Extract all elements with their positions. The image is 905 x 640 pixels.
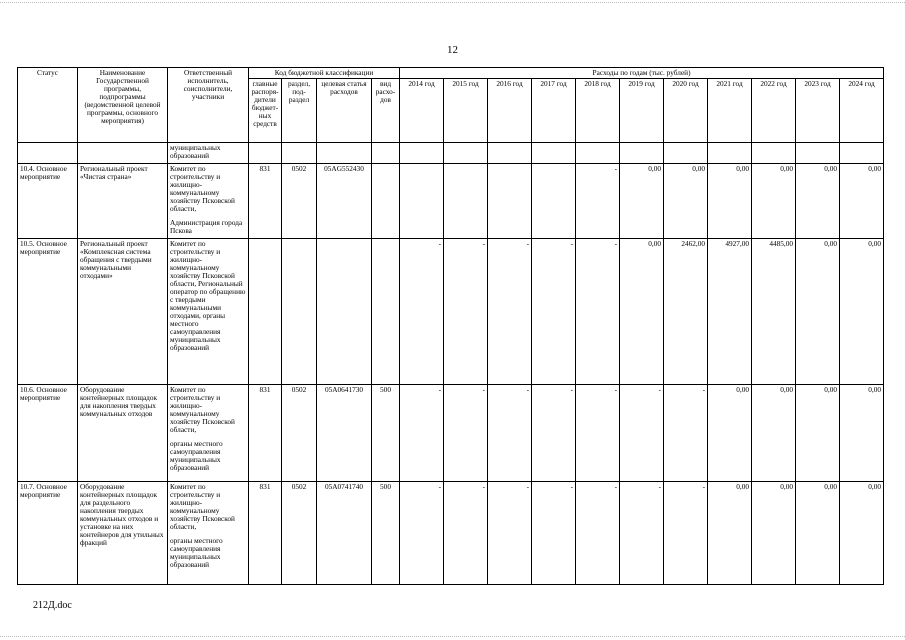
row-value: 0,00 xyxy=(796,239,840,385)
row-executor: Комитет по строительству и жилищно-коммунальному хозяйству Псковской области, органы местного самоуправления муниципальных образований xyxy=(168,385,249,482)
row-name: Региональный проект «Комплексная система обращения с твердыми коммунальными отходами» xyxy=(78,239,168,385)
header-year: 2018 год xyxy=(576,79,620,143)
row-section: 0502 xyxy=(282,164,317,239)
row-grbs xyxy=(249,239,282,385)
row-value: 0,00 xyxy=(752,482,796,585)
row-value: 0,00 xyxy=(796,164,840,239)
row-value: - xyxy=(488,239,532,385)
row-value: 0,00 xyxy=(840,385,884,482)
table-row xyxy=(18,482,884,585)
row-value: 0,00 xyxy=(664,164,708,239)
table-row xyxy=(18,385,884,482)
header-main-manager: главные распоря-дители бюджет-ных средств xyxy=(249,79,282,143)
row-section: 0502 xyxy=(282,482,317,585)
header-year: 2015 год xyxy=(444,79,488,143)
row-expense-type xyxy=(372,239,400,385)
row-value: 0,00 xyxy=(752,164,796,239)
scan-edge-bottom xyxy=(0,636,905,637)
row-value: - xyxy=(620,482,664,585)
row-value: - xyxy=(400,385,444,482)
row-value: 0,00 xyxy=(796,482,840,585)
row-status: 10.5. Основное мероприятие xyxy=(18,239,78,385)
row-value: 0,00 xyxy=(840,482,884,585)
row-status: 10.6. Основное мероприятие xyxy=(18,385,78,482)
row-value xyxy=(488,164,532,239)
header-year: 2021 год xyxy=(708,79,752,143)
header-year: 2023 год xyxy=(796,79,840,143)
row-name: Региональный проект «Чистая страна» xyxy=(78,164,168,239)
row-expense-type: 500 xyxy=(372,385,400,482)
row-value: 0,00 xyxy=(796,385,840,482)
row-value: 0,00 xyxy=(840,239,884,385)
table-row-continuation xyxy=(18,143,884,164)
row-section xyxy=(282,239,317,385)
row-value: - xyxy=(488,482,532,585)
row-value: - xyxy=(576,164,620,239)
row-grbs: 831 xyxy=(249,164,282,239)
header-year: 2022 год xyxy=(752,79,796,143)
row-executor: Комитет по строительству и жилищно-коммунальному хозяйству Псковской области, органы местного самоуправления муниципальных образований xyxy=(168,482,249,585)
row-expense-type xyxy=(372,164,400,239)
row-executor: Комитет по строительству и жилищно-коммунальному хозяйству Псковской области, Администрация города Пскова xyxy=(168,164,249,239)
row-value: 4485,00 xyxy=(752,239,796,385)
row-value: - xyxy=(576,239,620,385)
row-value: 0,00 xyxy=(708,164,752,239)
scan-edge-top xyxy=(0,2,905,3)
row-target xyxy=(317,239,372,385)
header-status: Статус xyxy=(18,68,78,143)
row-value: - xyxy=(532,385,576,482)
row-name: Оборудование контейнерных площадок для накопления твердых коммунальных отходов xyxy=(78,385,168,482)
header-expenses: Расходы по годам (тыс. рублей) xyxy=(400,68,884,79)
row-value xyxy=(532,164,576,239)
budget-table xyxy=(17,67,884,585)
row-value: - xyxy=(532,482,576,585)
header-name: Наименование Государственной программы, подпрограммы (ведомственной целевой программы, основного мероприятия) xyxy=(78,68,168,143)
page-number: 12 xyxy=(447,44,458,56)
row-value: 0,00 xyxy=(708,482,752,585)
row-executor: Комитет по строительству и жилищно-коммунальному хозяйству Псковской области, Региональный оператор по обращению с твердыми коммунальными отходами, органы местного самоуправления муниципальных образований xyxy=(168,239,249,385)
row-value: - xyxy=(444,239,488,385)
header-executor: Ответственный исполнитель, соисполнители, участники xyxy=(168,68,249,143)
row-value: - xyxy=(620,385,664,482)
row-target: 05АG552430 xyxy=(317,164,372,239)
row-status: 10.4. Основное мероприятие xyxy=(18,164,78,239)
header-year: 2016 год xyxy=(488,79,532,143)
header-year: 2024 год xyxy=(840,79,884,143)
header-target: целевая статья расходов xyxy=(317,79,372,143)
row-status: 10.7. Основное мероприятие xyxy=(18,482,78,585)
row-value: 0,00 xyxy=(840,164,884,239)
row-value: - xyxy=(488,385,532,482)
row-value: 4927,00 xyxy=(708,239,752,385)
header-year: 2014 год xyxy=(400,79,444,143)
table-row xyxy=(18,164,884,239)
header-budget-code: Код бюджетной классификации xyxy=(249,68,400,79)
row-section: 0502 xyxy=(282,385,317,482)
row-name: Оборудование контейнерных площадок для раздельного накопления твердых коммунальных отходов и установке на них контейнеров для утильных фракций xyxy=(78,482,168,585)
row-value: 0,00 xyxy=(752,385,796,482)
row-expense-type: 500 xyxy=(372,482,400,585)
row-value: - xyxy=(400,482,444,585)
row-value: - xyxy=(576,385,620,482)
row-value: - xyxy=(400,239,444,385)
row-value: 0,00 xyxy=(620,239,664,385)
row-target: 05А0741740 xyxy=(317,482,372,585)
row-value: 2462,00 xyxy=(664,239,708,385)
row-grbs: 831 xyxy=(249,482,282,585)
row-grbs: 831 xyxy=(249,385,282,482)
row-value: - xyxy=(664,385,708,482)
header-year: 2017 год xyxy=(532,79,576,143)
table-row xyxy=(18,239,884,385)
row-value xyxy=(444,164,488,239)
row-value: - xyxy=(444,482,488,585)
row-value: 0,00 xyxy=(620,164,664,239)
header-section: раздел, под-раздел xyxy=(282,79,317,143)
row-value: 0,00 xyxy=(708,385,752,482)
header-expense-type: вид расхо-дов xyxy=(372,79,400,143)
row-value: - xyxy=(576,482,620,585)
row-target: 05А0641730 xyxy=(317,385,372,482)
executor-continuation: муниципальных образований xyxy=(168,143,249,164)
footer-filename: 212Д.doc xyxy=(33,600,72,611)
row-value: - xyxy=(444,385,488,482)
row-value: - xyxy=(664,482,708,585)
header-year: 2019 год xyxy=(620,79,664,143)
header-year: 2020 год xyxy=(664,79,708,143)
row-value: - xyxy=(532,239,576,385)
row-value xyxy=(400,164,444,239)
